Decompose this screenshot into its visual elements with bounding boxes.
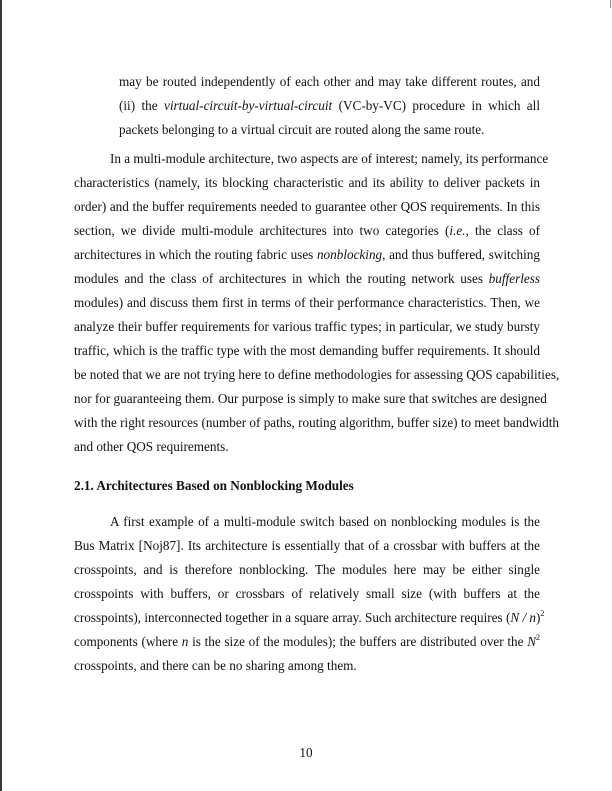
paragraph-line: crosspoints, and there can be no sharing among them. <box>74 658 357 673</box>
list-line: packets belonging to a virtual circuit are routed along the same route. <box>119 122 485 137</box>
paragraph-line <box>74 609 545 626</box>
text: ) <box>536 610 541 625</box>
text: , the class of <box>465 223 541 238</box>
text: crosspoints), interconnected together in a square array. Such architecture requires ( <box>74 610 511 625</box>
text: components (where <box>74 634 182 649</box>
superscript: 2 <box>540 609 545 618</box>
scan-border-left <box>0 0 2 791</box>
paragraph-line: traffic, which is the traffic type with the most demanding buffer requirements. It should <box>74 343 540 358</box>
text: , and thus buffered, switching <box>382 247 540 262</box>
paragraph-line: and other QOS requirements. <box>74 439 229 454</box>
paragraph-line: crosspoints, and is therefore nonblocking. The modules here may be either single <box>74 562 540 577</box>
math-italic: n <box>181 634 189 649</box>
list-line-text: (ii) the <box>119 98 165 113</box>
paragraph-line: A first example of a multi-module switch based on nonblocking modules is the <box>110 514 540 529</box>
list-line <box>119 98 540 114</box>
paragraph-line: nor for guaranteeing them. Our purpose is simply to make sure that switches are designed <box>74 391 547 406</box>
term-italic: virtual-circuit-by-virtual-circuit <box>164 98 333 113</box>
list-line-text: (VC-by-VC) procedure in which all <box>332 98 540 113</box>
paragraph-line: order) and the buffer requirements needed to guarantee other QOS requirements. In this <box>74 199 540 214</box>
paragraph-line <box>74 271 540 287</box>
text: architectures in which the routing fabric uses <box>74 247 317 262</box>
section-heading: 2.1. Architectures Based on Nonblocking Modules <box>74 478 354 493</box>
paragraph-line: In a multi-module architecture, two aspects are of interest; namely, its performance <box>110 151 549 166</box>
text: is the size of the modules); the buffers are distributed over the <box>188 634 528 649</box>
paragraph-line: be noted that we are not trying here to define methodologies for assessing QOS capabilities, <box>74 367 560 382</box>
superscript: 2 <box>536 633 540 642</box>
term-italic: bufferless <box>488 271 540 286</box>
term-italic: i.e. <box>449 223 466 238</box>
paragraph-line <box>74 247 540 263</box>
paragraph-line: Bus Matrix [Noj87]. Its architecture is essentially that of a crossbar with buffers at the <box>74 538 540 553</box>
math-italic: N / n <box>510 610 537 625</box>
text: section, we divide multi-module architectures into two categories ( <box>74 223 450 238</box>
paragraph-line: modules) and discuss them first in terms of their performance characteristics. Then, we <box>74 295 540 310</box>
term-italic: nonblocking <box>316 247 383 262</box>
paragraph-line <box>74 223 540 239</box>
text: modules and the class of architectures in which the routing network uses <box>74 271 489 286</box>
paragraph-line: characteristics (namely, its blocking characteristic and its ability to deliver packets in <box>74 175 540 190</box>
math-italic: N <box>527 634 536 649</box>
paragraph-line: analyze their buffer requirements for various traffic types; in particular, we study bursty <box>74 319 540 334</box>
paragraph-line <box>74 634 540 650</box>
paragraph-line: crosspoints with buffers, or crossbars of relatively small size (with buffers at the <box>74 586 540 601</box>
scan-border-right <box>610 0 611 8</box>
paragraph-line: with the right resources (number of paths, routing algorithm, buffer size) to meet bandwidth <box>74 415 560 430</box>
list-line: may be routed independently of each other and may take different routes, and <box>119 74 540 89</box>
page-number: 10 <box>299 745 313 760</box>
